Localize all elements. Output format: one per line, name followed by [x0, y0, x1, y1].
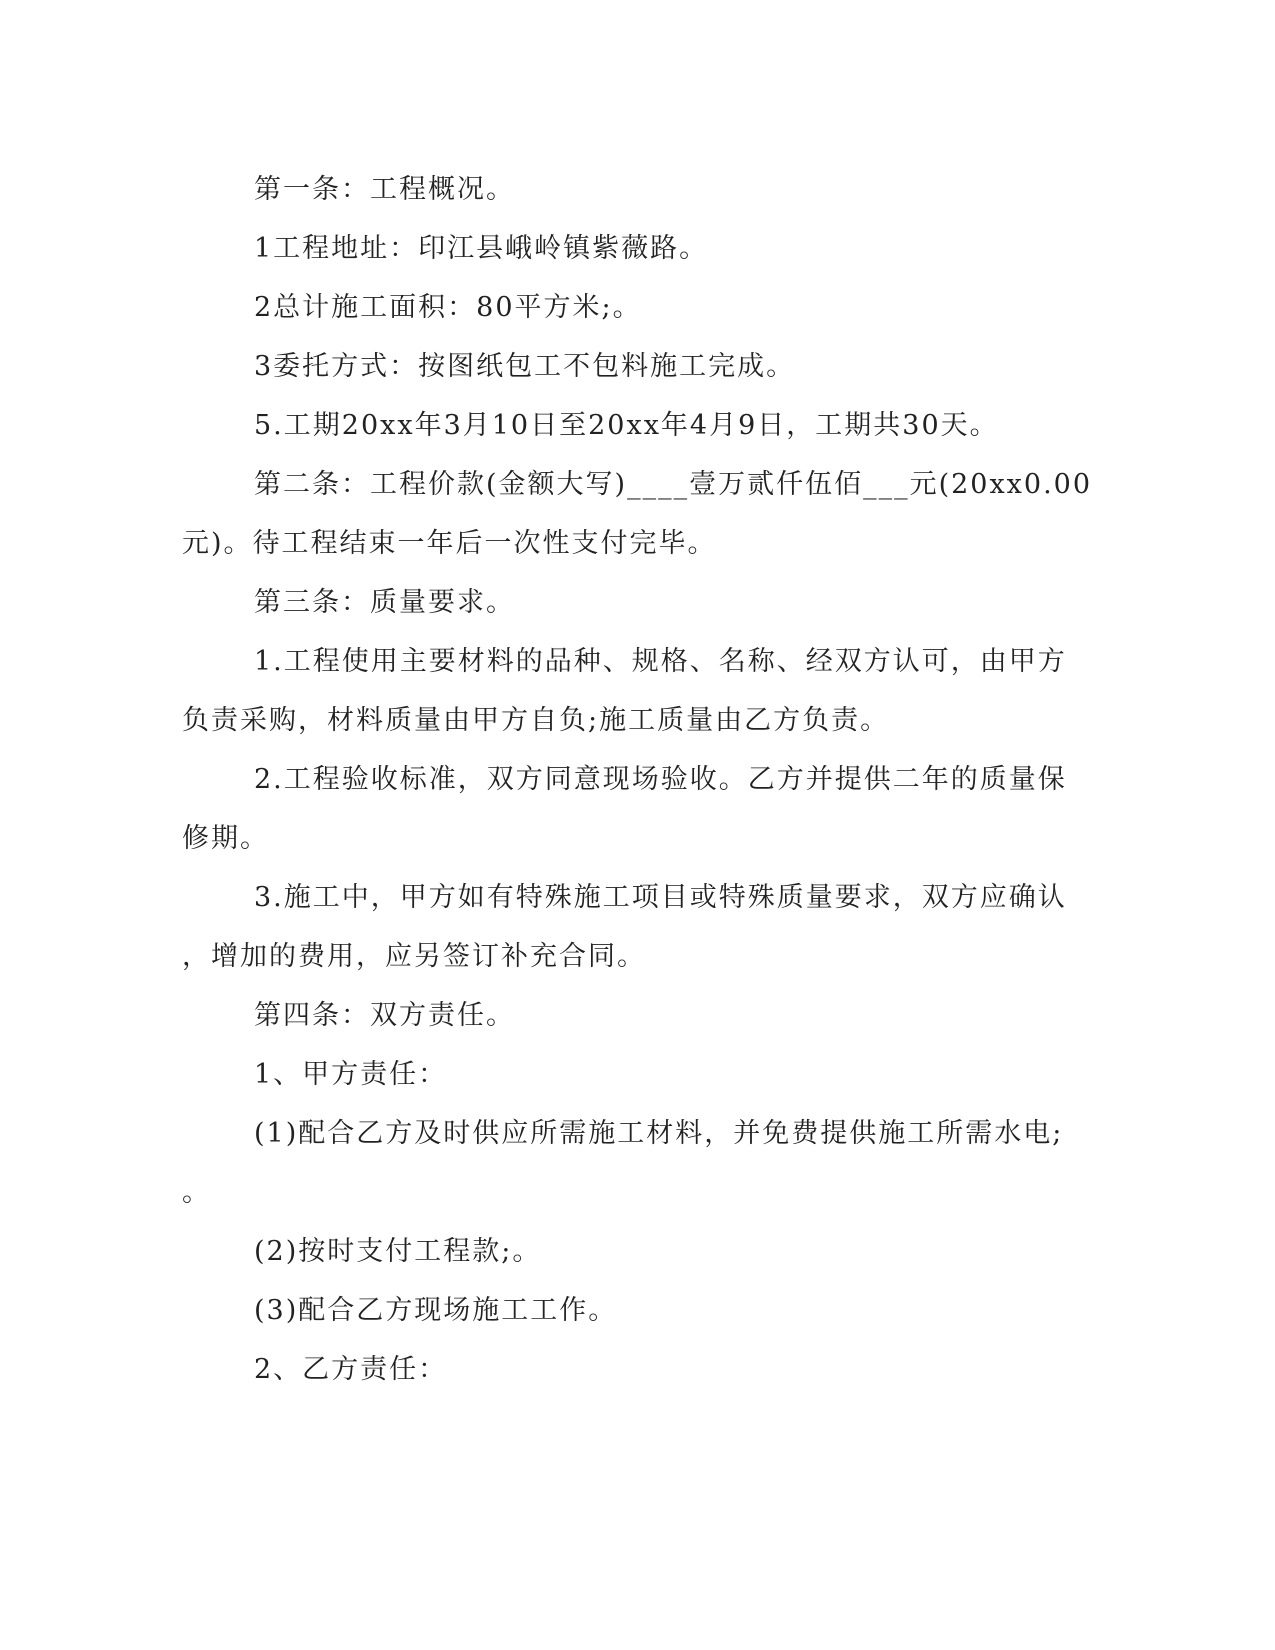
quality-item-2-line2: 修期。 — [182, 823, 269, 854]
article-2-price-line2: 元)。待工程结束一年后一次性支付完毕。 — [182, 528, 717, 559]
quality-item-3-line1: 3.施工中，甲方如有特殊施工项目或特殊质量要求，双方应确认 — [254, 882, 1067, 913]
commission-method: 3委托方式：按图纸包工不包料施工完成。 — [254, 351, 796, 382]
article-3-heading: 第三条：质量要求。 — [254, 587, 515, 618]
party-a-heading: 1、甲方责任： — [254, 1059, 448, 1090]
project-address: 1工程地址：印江县峨岭镇紫薇路。 — [254, 233, 709, 264]
construction-period: 5.工期20xx年3月10日至20xx年4月9日，工期共30天。 — [254, 410, 999, 441]
party-b-heading: 2、乙方责任： — [254, 1354, 448, 1385]
quality-item-2-line1: 2.工程验收标准，双方同意现场验收。乙方并提供二年的质量保 — [254, 764, 1067, 795]
quality-item-1-line1: 1.工程使用主要材料的品种、规格、名称、经双方认可，由甲方 — [254, 646, 1067, 677]
party-a-duty-1-line1: (1)配合乙方及时供应所需施工材料，并免费提供施工所需水电; — [254, 1118, 1064, 1149]
article-4-heading: 第四条：双方责任。 — [254, 1000, 515, 1031]
quality-item-1-line2: 负责采购，材料质量由甲方自负;施工质量由乙方负责。 — [182, 705, 890, 736]
article-1-heading: 第一条：工程概况。 — [254, 174, 515, 205]
party-a-duty-1-line2: 。 — [182, 1177, 211, 1208]
construction-area: 2总计施工面积：80平方米;。 — [254, 292, 642, 323]
party-a-duty-2: (2)按时支付工程款;。 — [254, 1236, 542, 1267]
document-body — [182, 160, 1093, 1399]
article-2-price-line1: 第二条：工程价款(金额大写)____壹万贰仟伍佰___元(20xx0.00 — [254, 469, 1093, 500]
party-a-duty-3: (3)配合乙方现场施工工作。 — [254, 1295, 618, 1326]
quality-item-3-line2: ，增加的费用，应另签订补充合同。 — [182, 941, 646, 972]
